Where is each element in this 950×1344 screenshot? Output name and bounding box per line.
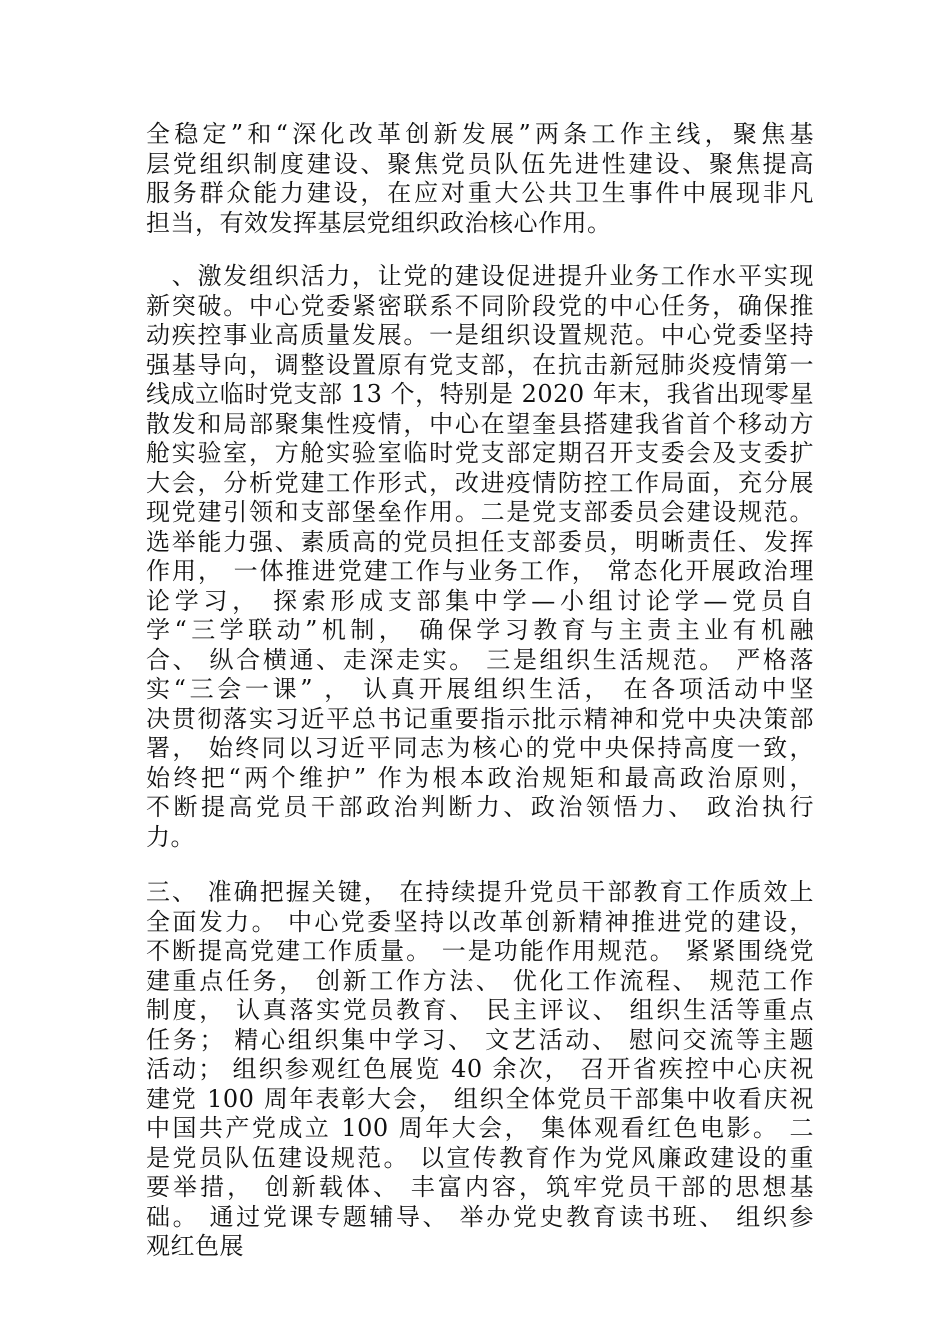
text-line: 服务群众能力建设，在应对重大公共卫生事件中展现非凡: [146, 179, 814, 207]
text-line: 担当，有效发挥基层党组织政治核心作用。: [146, 208, 612, 237]
text-line: 三、 准确把握关键， 在持续提升党员干部教育工作质效上: [146, 878, 814, 906]
text-line: 大会，分析党建工作形式，改进疫情防控工作局面，充分展: [146, 468, 814, 497]
text-line: 建重点任务， 创新工作方法、 优化工作流程、 规范工作: [146, 966, 814, 995]
text-line: 论学习， 探索形成支部集中学—小组讨论学—党员自: [146, 586, 814, 615]
text-line: 始终把“两个维护” 作为根本政治规矩和最高政治原则，: [146, 763, 814, 792]
text-line: 不断提高党建工作质量。 一是功能作用规范。 紧紧围绕党: [146, 937, 814, 965]
text-line: 线成立临时党支部 13 个，特别是 2020 年末，我省出现零星: [146, 380, 814, 408]
paragraph-1: [146, 120, 814, 238]
text-line: 舱实验室，方舱实验室临时党支部定期召开支委会及支委扩: [146, 439, 814, 467]
text-line: 动疾控事业高质量发展。一是组织设置规范。中心党委坚持: [146, 321, 814, 349]
text-line: 建党 100 周年表彰大会， 组织全体党员干部集中收看庆祝: [146, 1084, 814, 1113]
text-line: 强基导向，调整设置原有党支部，在抗击新冠肺炎疫情第一: [146, 350, 814, 379]
text-line: 活动； 组织参观红色展览 40 余次， 召开省疾控中心庆祝: [146, 1055, 814, 1083]
text-line: 散发和局部聚集性疫情，中心在望奎县搭建我省首个移动方: [146, 409, 814, 438]
text-line: 任务； 精心组织集中学习、 文艺活动、 慰问交流等主题: [146, 1025, 814, 1054]
text-line: 础。 通过党课专题辅导、 举办党史教育读书班、 组织参: [146, 1202, 814, 1231]
text-line: 全稳定”和“深化改革创新发展”两条工作主线，聚焦基: [146, 120, 814, 148]
text-line: 中国共产党成立 100 周年大会， 集体观看红色电影。 二: [146, 1114, 814, 1142]
paragraph-3: [146, 878, 814, 1262]
text-line: 决贯彻落实习近平总书记重要指示批示精神和党中央决策部: [146, 704, 814, 733]
text-line: 新突破。中心党委紧密联系不同阶段党的中心任务，确保推: [146, 291, 814, 320]
text-line: 是党员队伍建设规范。 以宣传教育作为党风廉政建设的重: [146, 1143, 814, 1172]
text-line: 观红色展: [146, 1232, 244, 1260]
paragraph-2: [146, 262, 814, 852]
text-line: 现党建引领和支部堡垒作用。二是党支部委员会建设规范。: [146, 498, 814, 526]
text-line: 、激发组织活力，让党的建设促进提升业务工作水平实现: [146, 262, 814, 290]
text-line: 力。: [146, 822, 195, 851]
text-line: 层党组织制度建设、聚焦党员队伍先进性建设、聚焦提高: [146, 149, 814, 178]
text-line: 选举能力强、素质高的党员担任支部委员，明晰责任、发挥: [146, 527, 814, 556]
text-line: 作用， 一体推进党建工作与业务工作， 常态化开展政治理: [146, 557, 814, 585]
text-line: 署， 始终同以习近平同志为核心的党中央保持高度一致，: [146, 734, 814, 762]
text-line: 学“三学联动”机制， 确保学习教育与主责主业有机融: [146, 616, 814, 644]
text-line: 合、 纵合横通、走深走实。 三是组织生活规范。 严格落: [146, 645, 814, 674]
text-line: 制度， 认真落实党员教育、 民主评议、 组织生活等重点: [146, 996, 814, 1024]
text-line: 要举措， 创新载体、 丰富内容，筑牢党员干部的思想基: [146, 1173, 814, 1201]
text-line: 不断提高党员干部政治判断力、政治领悟力、 政治执行: [146, 793, 814, 821]
text-line: 全面发力。 中心党委坚持以改革创新精神推进党的建设，: [146, 907, 814, 936]
document-body: [146, 120, 814, 1262]
text-line: 实“三会一课” ， 认真开展组织生活， 在各项活动中坚: [146, 675, 814, 703]
